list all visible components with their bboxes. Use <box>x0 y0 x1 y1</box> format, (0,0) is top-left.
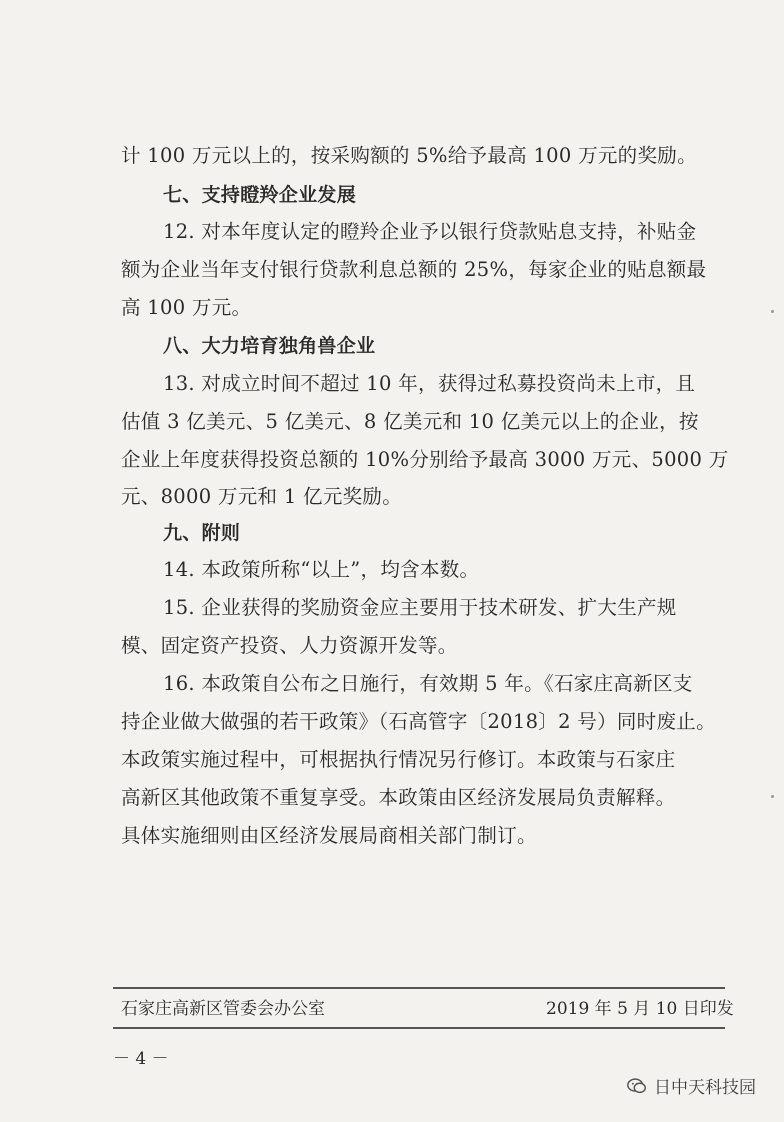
page-number: － 4 － <box>113 1049 169 1069</box>
body-line-5: 高 100 万元。 <box>121 296 252 319</box>
section-heading-7: 七、支持瞪羚企业发展 <box>163 184 357 206</box>
body-line-17: 本政策实施过程中，可根据执行情况另行修订。本政策与石家庄 <box>121 748 676 771</box>
body-line-10: 元、8000 万元和 1 亿元奖励。 <box>121 485 403 508</box>
section-heading-8: 八、大力培育独角兽企业 <box>163 335 376 357</box>
body-line-14: 模、固定资产投资、人力资源开发等。 <box>121 634 458 657</box>
body-line-12: 14. 本政策所称“以上”，均含本数。 <box>163 558 480 581</box>
section-heading-9: 九、附则 <box>163 522 241 544</box>
body-line-19: 具体实施细则由区经济发展局商相关部门制订。 <box>121 824 537 847</box>
body-line-1: 计 100 万元以上的，按采购额的 5%给予最高 100 万元的奖励。 <box>121 144 697 167</box>
body-line-15: 16. 本政策自公布之日施行，有效期 5 年。《石家庄高新区支 <box>163 672 693 695</box>
body-line-9: 企业上年度获得投资总额的 10%分别给予最高 3000 万元、5000 万 <box>121 448 729 471</box>
scan-mark <box>771 795 774 798</box>
scan-mark <box>771 310 774 313</box>
footer-top-rule <box>113 987 725 989</box>
body-line-18: 高新区其他政策不重复享受。本政策由区经济发展局负责解释。 <box>121 786 676 809</box>
wechat-icon <box>626 1075 648 1097</box>
footer-issuer: 石家庄高新区管委会办公室 <box>121 999 325 1019</box>
footer-date: 2019 年 5 月 10 日印发 <box>546 999 734 1019</box>
body-line-8: 估值 3 亿美元、5 亿美元、8 亿美元和 10 亿美元以上的企业，按 <box>121 410 699 433</box>
body-line-13: 15. 企业获得的奖励资金应主要用于技术研发、扩大生产规 <box>163 596 677 619</box>
body-line-4: 额为企业当年支付银行贷款利息总额的 25%，每家企业的贴息额最 <box>121 258 707 281</box>
footer-bottom-rule <box>113 1027 725 1029</box>
body-line-16: 持企业做大做强的若干政策》（石高管字〔2018〕2 号）同时废止。 <box>121 710 716 733</box>
wechat-watermark <box>626 1073 756 1098</box>
watermark-text: 日中天科技园 <box>654 1078 756 1098</box>
body-line-7: 13. 对成立时间不超过 10 年，获得过私募投资尚未上市，且 <box>163 372 696 395</box>
body-line-3: 12. 对本年度认定的瞪羚企业予以银行贷款贴息支持，补贴金 <box>163 220 697 243</box>
